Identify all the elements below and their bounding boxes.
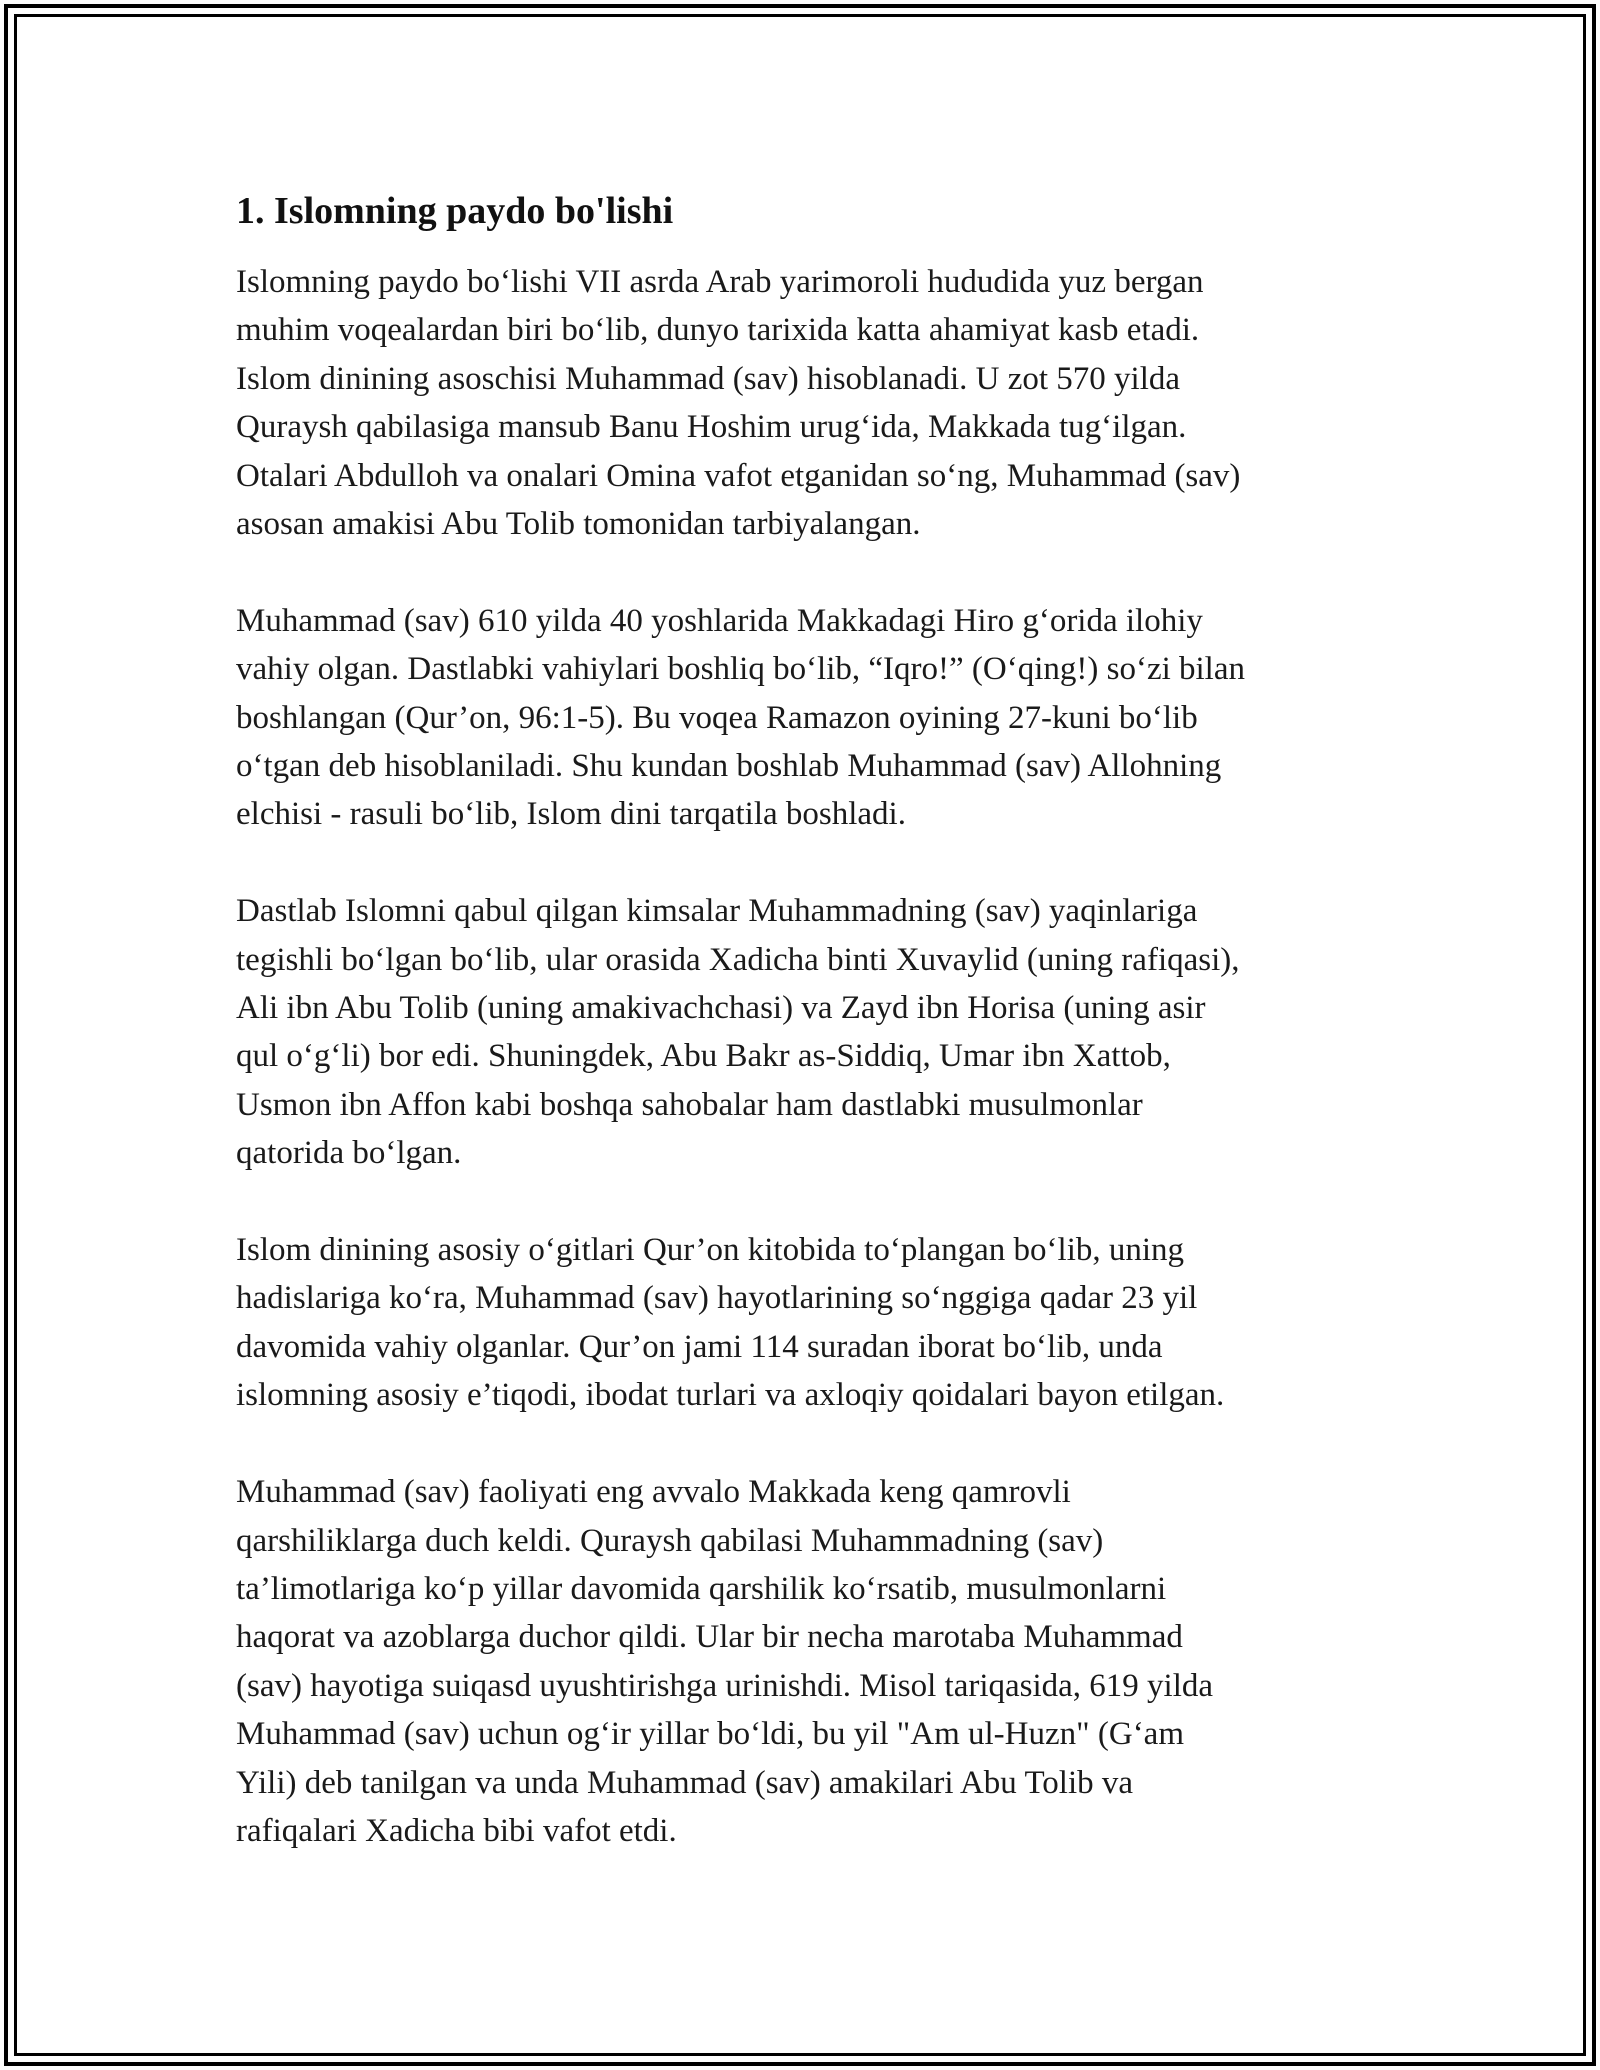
paragraph-1: Islomning paydo bo‘lishi VII asrda Arab yarimoroli hududida yuz bergan muhim voqealardan biri bo‘lib, dunyo tarixida katta ahamiyat kasb etadi. Islom dinining asoschisi Muhammad (sav) hisoblanadi. U zot 570 yilda Quraysh qabilasiga mansub Banu Hoshim urug‘ida, Makkada tug‘ilgan. Otalari Abdulloh va onalari Omina vafot etganidan so‘ng, Muhammad (sav) asosan amakisi Abu Tolib tomonidan tarbiyalangan. [236, 264, 1241, 543]
section-title: 1. Islomning paydo bo'lishi [236, 190, 674, 232]
paragraph-2: Muhammad (sav) 610 yilda 40 yoshlarida Makkadagi Hiro g‘orida ilohiy vahiy olgan. Dastlabki vahiylari boshliq bo‘lib, “Iqro!” (O‘qing!) so‘zi bilan boshlangan (Qur’on, 96:1-5). Bu voqea Ramazon oyining 27-kuni bo‘lib o‘tgan deb hisoblaniladi. Shu kundan boshlab Muhammad (sav) Allohning elchisi - rasuli bo‘lib, Islom dini tarqatila boshladi. [236, 602, 1245, 833]
paragraph-3: Dastlab Islomni qabul qilgan kimsalar Muhammadning (sav) yaqinlariga tegishli bo‘lgan bo‘lib, ular orasida Xadicha binti Xuvaylid (uning rafiqasi), Ali ibn Abu Tolib (uning amakivachchasi) va Zayd ibn Horisa (uning asir qul o‘g‘li) bor edi. Shuningdek, Abu Bakr as-Siddiq, Umar ibn Xattob, Usmon ibn Affon kabi boshqa sahobalar ham dastlabki musulmonlar qatorida bo‘lgan. [236, 893, 1240, 1172]
paragraph-5: Muhammad (sav) faoliyati eng avvalo Makkada keng qamrovli qarshiliklarga duch keldi. Quraysh qabilasi Muhammadning (sav) ta’limotlariga ko‘p yillar davomida qarshilik ko‘rsatib, musulmonlarni haqorat va azoblarga duchor qildi. Ular bir necha marotaba Muhammad (sav) hayotiga suiqasd uyushtirishga urinishdi. Misol tariqasida, 619 yilda Muhammad (sav) uchun og‘ir yillar bo‘ldi, bu yil "Am ul-Huzn" (G‘am Yili) deb tanilgan va unda Muhammad (sav) amakilari Abu Tolib va rafiqalari Xadicha bibi vafot etdi. [236, 1474, 1214, 1849]
document-page [236, 186, 1366, 1904]
paragraph-4: Islom dinining asosiy o‘gitlari Qur’on kitobida to‘plangan bo‘lib, uning hadislariga ko‘ra, Muhammad (sav) hayotlarining so‘nggiga qadar 23 yil davomida vahiy olganlar. Qur’on jami 114 suradan iborat bo‘lib, unda islomning asosiy e’tiqodi, ibodat turlari va axloqiy qoidalari bayon etilgan. [236, 1232, 1225, 1414]
